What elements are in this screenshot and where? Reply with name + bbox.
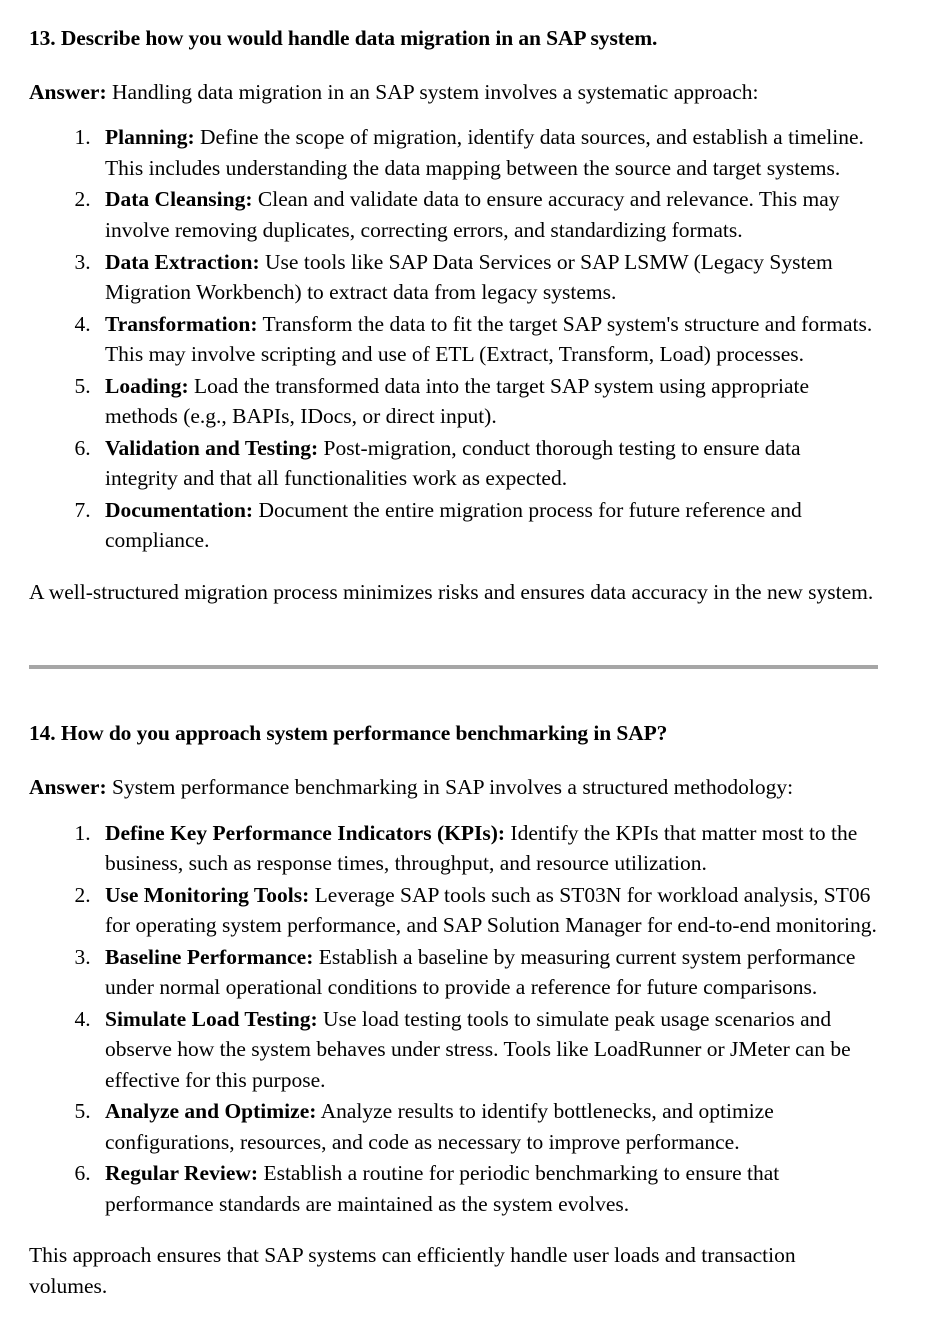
- answer-text: System performance benchmarking in SAP involves a structured methodology:: [106, 774, 794, 799]
- list-item-lead: Analyze and Optimize:: [105, 1099, 317, 1124]
- list-item-text: Establish a routine for periodic benchmarking to ensure that performance standards are maintained as the system evolves.: [105, 1161, 780, 1216]
- list-item-text: Leverage SAP tools such as ST03N for workload analysis, ST06 for operating system performance, and SAP Solution Manager for end-to-end monitoring.: [105, 882, 877, 938]
- list-item-lead: Planning:: [105, 125, 195, 150]
- list-item-lead: Loading:: [105, 373, 189, 398]
- steps-list: [29, 122, 878, 555]
- list-item-text: Document the entire migration process for future reference and compliance.: [105, 497, 802, 553]
- list-item: [96, 122, 878, 183]
- answer-text: Handling data migration in an SAP system involves a systematic approach:: [106, 79, 759, 104]
- answer-label: Answer:: [29, 774, 107, 799]
- divider-wrapper: [29, 1301, 878, 1323]
- answer-paragraph: [29, 774, 878, 802]
- list-item-text: Use tools like SAP Data Services or SAP LSMW (Legacy System Migration Workbench) to extract data from legacy systems.: [105, 249, 833, 305]
- list-item: [96, 942, 878, 1003]
- list-item-lead: Data Cleansing:: [105, 187, 253, 212]
- list-item-lead: Simulate Load Testing:: [105, 1006, 318, 1031]
- question-heading: 13. Describe how you would handle data migration in an SAP system.: [29, 26, 658, 50]
- list-item-text: Identify the KPIs that matter most to the business, such as response times, throughput, and resource utilization.: [105, 820, 858, 876]
- list-item-lead: Validation and Testing:: [105, 435, 319, 460]
- list-item: [96, 495, 878, 556]
- qa-section-13: [29, 18, 878, 607]
- list-item: [96, 880, 878, 941]
- list-item-lead: Data Extraction:: [105, 249, 260, 274]
- qa-section-14: [29, 713, 878, 1301]
- list-item-lead: Documentation:: [105, 497, 254, 522]
- list-item-text: Clean and validate data to ensure accuracy and relevance. This may involve removing duplicates, correcting errors, and standardizing formats.: [105, 187, 840, 242]
- closing-paragraph: A well-structured migration process minimizes risks and ensures data accuracy in the new system.: [29, 579, 874, 604]
- list-item-lead: Define Key Performance Indicators (KPIs):: [105, 820, 506, 845]
- list-item: [96, 1004, 878, 1096]
- list-item: [96, 184, 878, 245]
- list-item: [96, 1096, 878, 1157]
- section-spacer: [29, 669, 878, 713]
- list-item: [96, 818, 878, 879]
- list-item-text: Post-migration, conduct thorough testing to ensure data integrity and that all functionalities work as expected.: [105, 435, 801, 491]
- list-item: [96, 1158, 878, 1219]
- answer-paragraph: [29, 79, 878, 107]
- answer-label: Answer:: [29, 79, 107, 104]
- steps-list: [29, 818, 878, 1220]
- list-item-text: Use load testing tools to simulate peak usage scenarios and observe how the system behaves under stress. Tools like LoadRunner or JMeter can be effective for this purpose.: [105, 1006, 851, 1092]
- list-item-text: Load the transformed data into the target SAP system using appropriate methods (e.g., BAPIs, IDocs, or direct input).: [105, 373, 810, 429]
- list-item-lead: Transformation:: [105, 311, 258, 336]
- list-item: [96, 309, 878, 370]
- question-heading: 14. How do you approach system performance benchmarking in SAP?: [29, 721, 668, 746]
- list-item-text: Define the scope of migration, identify data sources, and establish a timeline. This includes understanding the data mapping between the source and target systems.: [105, 125, 864, 180]
- list-item-text: Analyze results to identify bottlenecks, and optimize configurations, resources, and code as necessary to improve performance.: [105, 1099, 774, 1154]
- list-item: [96, 371, 878, 432]
- closing-paragraph: This approach ensures that SAP systems can efficiently handle user loads and transaction volumes.: [29, 1243, 796, 1298]
- list-item-lead: Regular Review:: [105, 1161, 259, 1186]
- divider-wrapper: [29, 607, 878, 669]
- list-item-text: Establish a baseline by measuring current system performance under normal operational conditions to provide a reference for future comparisons.: [105, 944, 856, 1000]
- list-item-lead: Use Monitoring Tools:: [105, 882, 310, 907]
- list-item-lead: Baseline Performance:: [105, 944, 314, 969]
- list-item: [96, 433, 878, 494]
- list-item-text: Transform the data to fit the target SAP system's structure and formats. This may involve scripting and use of ETL (Extract, Transform, Load) processes.: [105, 311, 873, 367]
- list-item: [96, 247, 878, 308]
